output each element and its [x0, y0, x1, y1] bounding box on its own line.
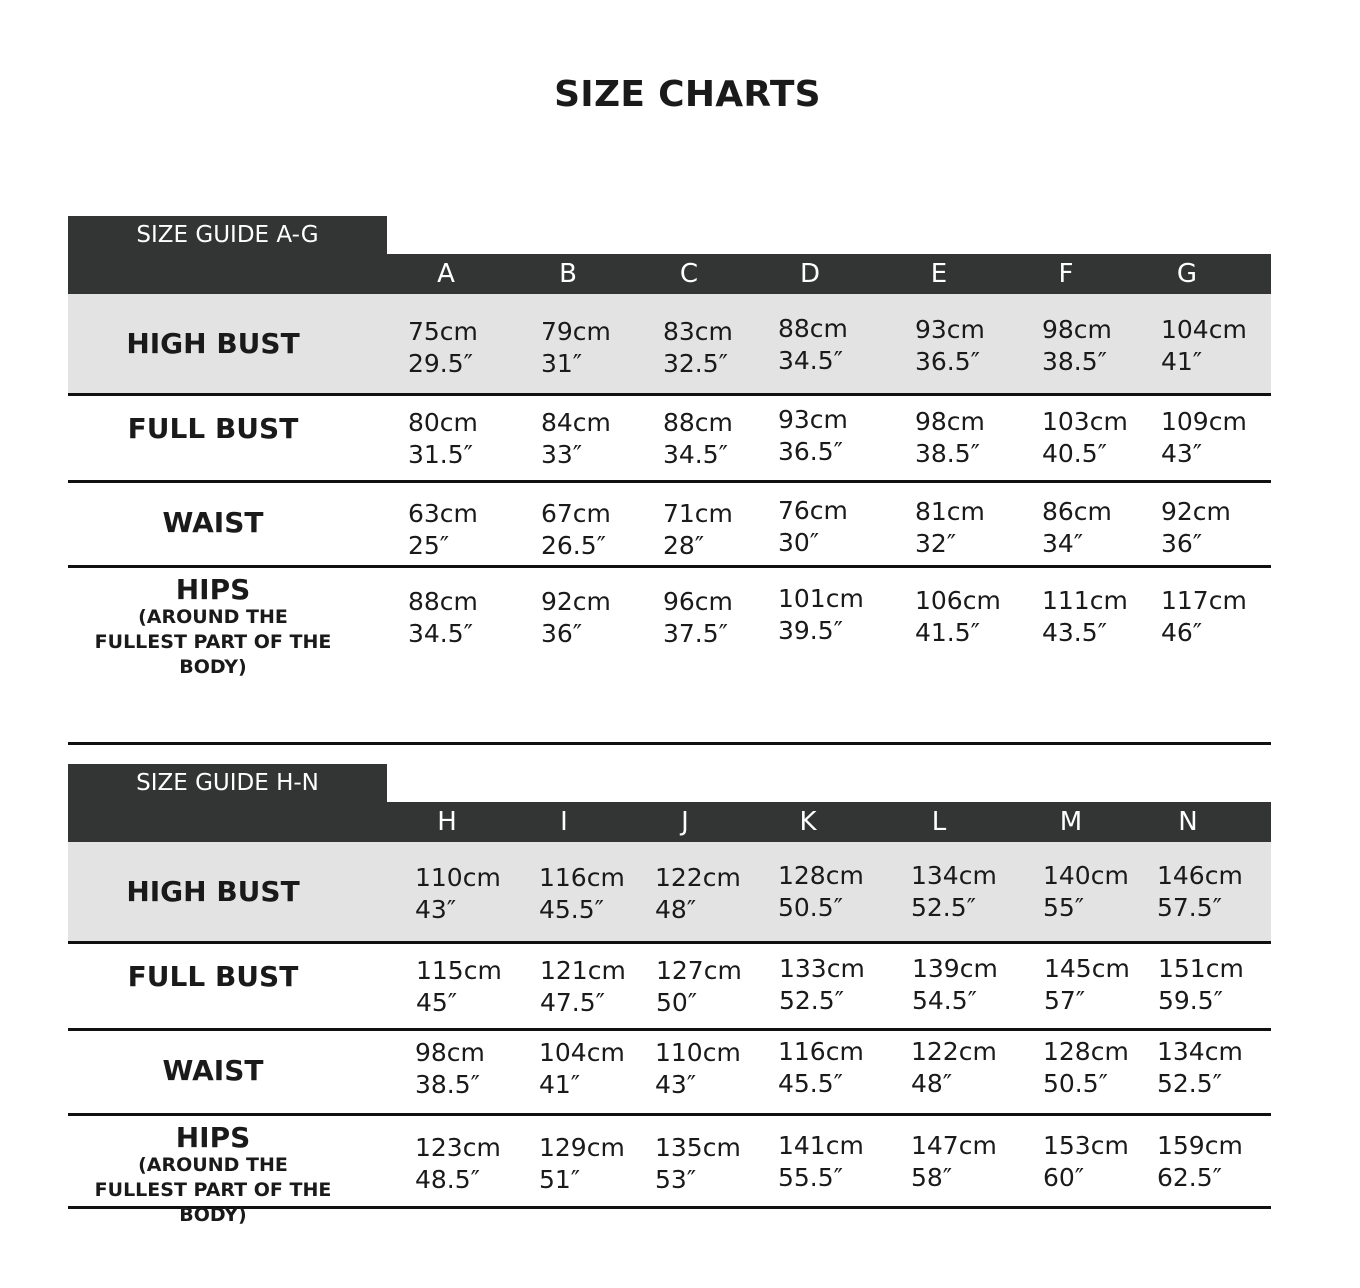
measure-cell: 88cm 34.5″	[663, 408, 733, 469]
guide-tab-label: SIZE GUIDE H-N	[68, 764, 387, 802]
measure-cell: 128cm 50.5″	[1043, 1037, 1129, 1098]
size-letter: N	[1178, 807, 1198, 837]
measure-cell: 128cm 50.5″	[778, 861, 864, 922]
size-letter: I	[560, 807, 568, 837]
size-letter: F	[1058, 259, 1074, 289]
measure-cell: 93cm 36.5″	[778, 405, 848, 466]
row-label: HIGH BUST	[126, 875, 300, 908]
size-header-row	[68, 802, 1271, 842]
row-label: FULL BUST	[127, 960, 299, 993]
measure-cell: 98cm 38.5″	[1042, 315, 1112, 376]
measure-cell: 122cm 48″	[911, 1037, 997, 1098]
measure-cell: 145cm 57″	[1044, 954, 1130, 1015]
measure-cell: 146cm 57.5″	[1157, 861, 1243, 922]
row-label: HIPS (AROUND THE FULLEST PART OF THE BODY)	[94, 1121, 332, 1226]
measure-cell: 83cm 32.5″	[663, 317, 733, 378]
measure-cell: 88cm 34.5″	[778, 314, 848, 375]
measure-cell: 116cm 45.5″	[778, 1037, 864, 1098]
size-letter: B	[559, 259, 577, 289]
size-letter: H	[437, 807, 457, 837]
measure-cell: 109cm 43″	[1161, 407, 1247, 468]
measure-cell: 84cm 33″	[541, 408, 611, 469]
measure-cell: 135cm 53″	[655, 1133, 741, 1194]
measure-cell: 127cm 50″	[656, 956, 742, 1017]
row-label: HIPS (AROUND THE FULLEST PART OF THE BODY)	[94, 573, 332, 678]
row-high-bust	[68, 294, 1271, 396]
row-waist	[68, 483, 1271, 568]
size-letter: L	[931, 807, 947, 837]
measure-cell: 104cm 41″	[539, 1038, 625, 1099]
measure-cell: 121cm 47.5″	[540, 956, 626, 1017]
guide-tab-label: SIZE GUIDE A-G	[68, 216, 387, 254]
row-label: WAIST	[162, 506, 264, 539]
size-guide-h-n	[68, 764, 1271, 1226]
measure-cell: 111cm 43.5″	[1042, 586, 1128, 647]
size-letter: E	[930, 259, 948, 289]
row-label: FULL BUST	[127, 412, 299, 445]
row-hips	[68, 1116, 1271, 1226]
measure-cell: 110cm 43″	[415, 863, 501, 924]
measure-cell: 122cm 48″	[655, 863, 741, 924]
measure-cell: 110cm 43″	[655, 1038, 741, 1099]
measure-cell: 151cm 59.5″	[1158, 954, 1244, 1015]
page-title: SIZE CHARTS	[554, 74, 821, 115]
row-label: HIGH BUST	[126, 327, 300, 360]
measure-cell: 101cm 39.5″	[778, 584, 864, 645]
measure-cell: 103cm 40.5″	[1042, 407, 1128, 468]
measure-cell: 141cm 55.5″	[778, 1131, 864, 1192]
row-full-bust	[68, 396, 1271, 483]
measure-cell: 71cm 28″	[663, 499, 733, 560]
measure-cell: 106cm 41.5″	[915, 586, 1001, 647]
measure-cell: 117cm 46″	[1161, 586, 1247, 647]
measure-cell: 140cm 55″	[1043, 861, 1129, 922]
measure-cell: 92cm 36″	[541, 587, 611, 648]
size-letter: C	[679, 259, 699, 289]
row-high-bust	[68, 842, 1271, 944]
size-letter: A	[437, 259, 455, 289]
measure-cell: 134cm 52.5″	[911, 861, 997, 922]
size-header-row	[68, 254, 1271, 294]
measure-cell: 80cm 31.5″	[408, 408, 478, 469]
row-waist	[68, 1031, 1271, 1116]
measure-cell: 88cm 34.5″	[408, 587, 478, 648]
measure-cell: 123cm 48.5″	[415, 1133, 501, 1194]
measure-cell: 98cm 38.5″	[915, 407, 985, 468]
row-label: WAIST	[162, 1054, 264, 1087]
measure-cell: 133cm 52.5″	[779, 954, 865, 1015]
measure-cell: 81cm 32″	[915, 497, 985, 558]
measure-cell: 159cm 62.5″	[1157, 1131, 1243, 1192]
measure-cell: 96cm 37.5″	[663, 587, 733, 648]
measure-cell: 76cm 30″	[778, 496, 848, 557]
measure-cell: 115cm 45″	[416, 956, 502, 1017]
measure-cell: 147cm 58″	[911, 1131, 997, 1192]
measure-cell: 153cm 60″	[1043, 1131, 1129, 1192]
measure-cell: 63cm 25″	[408, 499, 478, 560]
measure-cell: 104cm 41″	[1161, 315, 1247, 376]
row-hips	[68, 568, 1271, 678]
measure-cell: 134cm 52.5″	[1157, 1037, 1243, 1098]
size-letter: M	[1059, 807, 1083, 837]
measure-cell: 79cm 31″	[541, 317, 611, 378]
size-letter: G	[1176, 259, 1198, 289]
measure-cell: 75cm 29.5″	[408, 317, 478, 378]
size-letter: J	[681, 807, 689, 837]
size-letter: D	[799, 259, 821, 289]
row-full-bust	[68, 944, 1271, 1031]
size-guide-a-g	[68, 216, 1271, 678]
measure-cell: 129cm 51″	[539, 1133, 625, 1194]
measure-cell: 93cm 36.5″	[915, 315, 985, 376]
measure-cell: 67cm 26.5″	[541, 499, 611, 560]
measure-cell: 92cm 36″	[1161, 497, 1231, 558]
measure-cell: 86cm 34″	[1042, 497, 1112, 558]
measure-cell: 116cm 45.5″	[539, 863, 625, 924]
measure-cell: 139cm 54.5″	[912, 954, 998, 1015]
measure-cell: 98cm 38.5″	[415, 1038, 485, 1099]
size-letter: K	[799, 807, 817, 837]
section-divider	[68, 742, 1271, 745]
